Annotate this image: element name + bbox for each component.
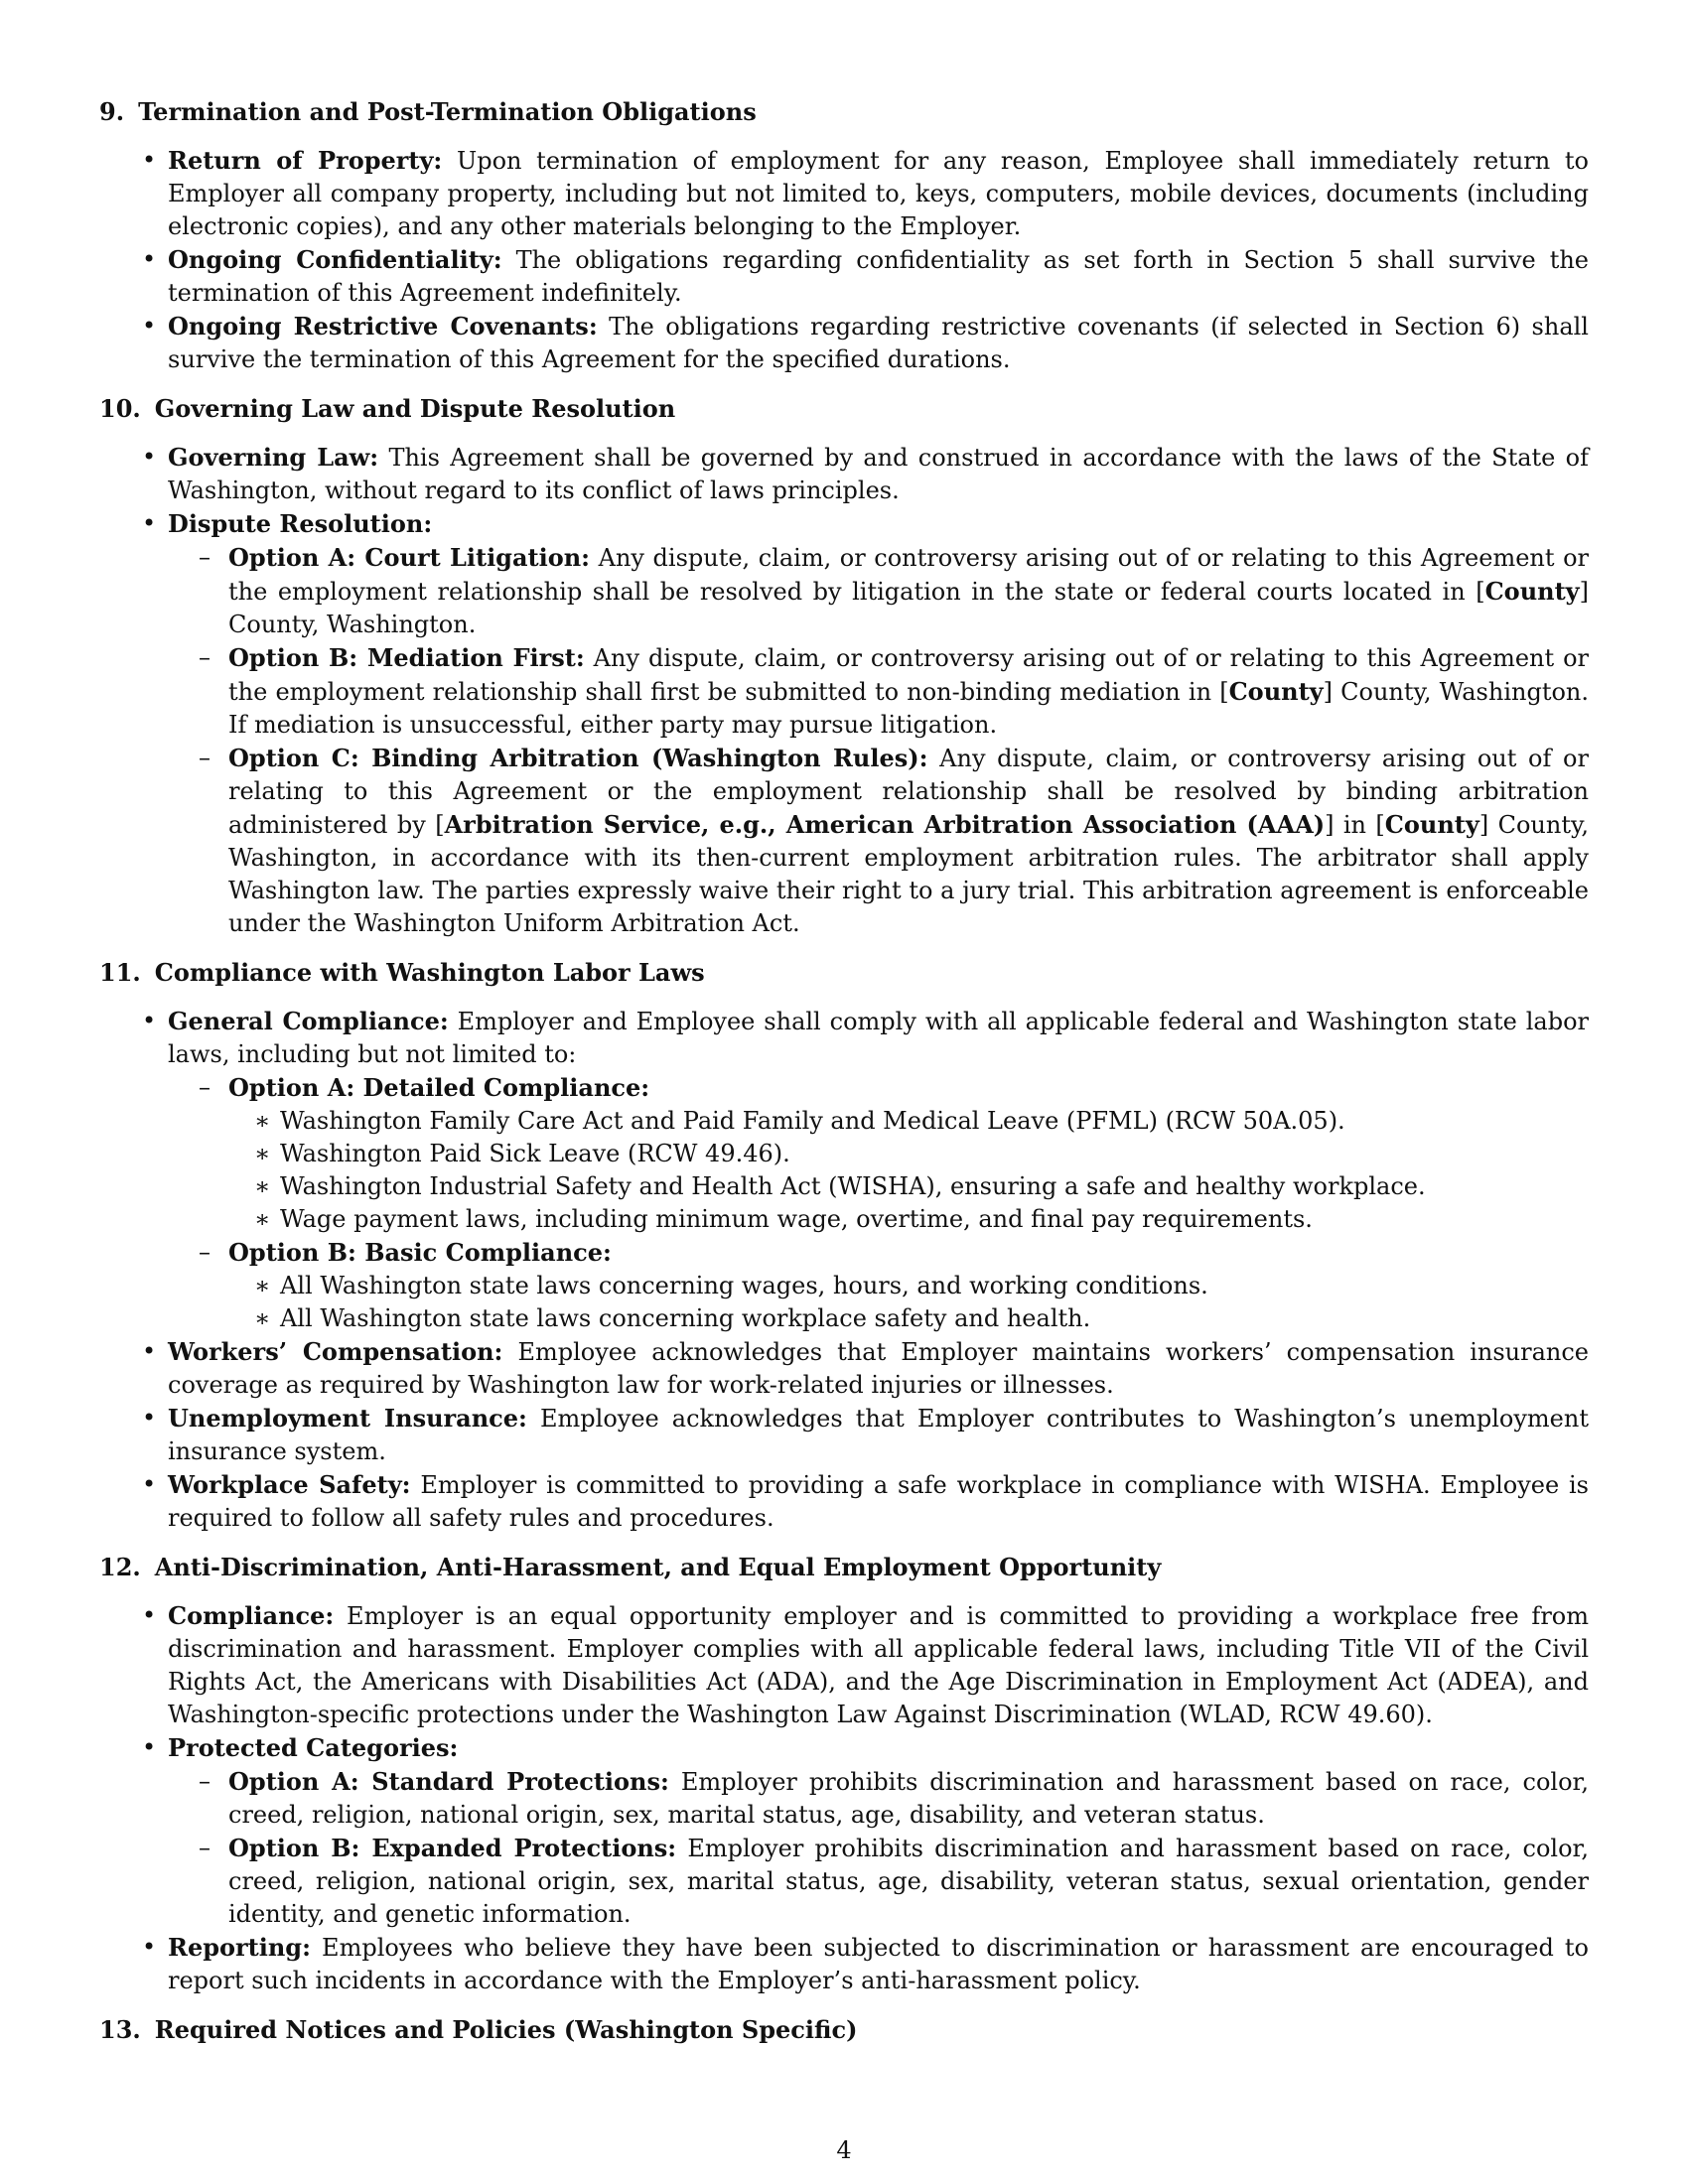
option-text: ] County, Washington, in accordance with its then-current employment arbitration rules. The arbitrator shall apply Washington law. The parties expressly waive their right to a jury trial. This arbitration agreement is enforceable under the Washington Uniform Arbitration Act. xyxy=(228,811,1589,937)
item-text: Employee acknowledges that Employer contributes to Washington’s unemployment insurance system. xyxy=(168,1405,1589,1465)
document-page xyxy=(99,95,1589,2062)
option-text: Employer prohibits discrimination and harassment based on race, color, creed, religion, national origin, sex, marital status, age, disability, veteran status, sexual orientation, gender identity, and genetic information. xyxy=(228,1835,1589,1928)
bullet-list xyxy=(99,1005,1589,1535)
sub-item: ∗ Washington Industrial Safety and Health Act (WISHA), ensuring a safe and healthy workplace. xyxy=(280,1170,1589,1203)
option-item xyxy=(228,1071,1589,1236)
item-text: Employees who believe they have been subjected to discrimination or harassment are encouraged to report such incidents in accordance with the Employer’s anti-harassment policy. xyxy=(168,1934,1589,1994)
sub-list xyxy=(228,1270,1589,1335)
option-label: Option B: Expanded Protections: xyxy=(228,1834,677,1862)
section-number: 13. xyxy=(99,2015,141,2044)
item-text: Employer and Employee shall comply with all applicable federal and Washington state labor laws, including but not limited to: xyxy=(168,1008,1589,1068)
section-number: 10. xyxy=(99,394,141,423)
section-number: 12. xyxy=(99,1553,141,1581)
list-item xyxy=(168,441,1589,507)
list-item xyxy=(168,243,1589,310)
bullet-list xyxy=(99,1599,1589,1997)
section-heading xyxy=(99,392,1589,425)
section-10 xyxy=(99,392,1589,940)
list-item xyxy=(168,144,1589,243)
bullet-list xyxy=(99,144,1589,376)
sub-item: ∗ Washington Family Care Act and Paid Family and Medical Leave (PFML) (RCW 50A.05). xyxy=(280,1105,1589,1138)
option-item xyxy=(228,1832,1589,1931)
placeholder-county: County xyxy=(1228,677,1324,706)
sub-item: ∗ All Washington state laws concerning wages, hours, and working conditions. xyxy=(280,1270,1589,1302)
option-label: Option B: Basic Compliance: xyxy=(228,1238,612,1267)
section-title: Anti-Discrimination, Anti-Harassment, and Equal Employment Opportunity xyxy=(154,1553,1162,1581)
list-item xyxy=(168,1599,1589,1731)
section-number: 11. xyxy=(99,958,141,987)
option-list xyxy=(168,1765,1589,1931)
item-label: Compliance: xyxy=(168,1601,335,1630)
sub-list xyxy=(228,1105,1589,1236)
option-text: ] County, Washington. xyxy=(228,578,1589,638)
item-text: Employee acknowledges that Employer maintains workers’ compensation insurance coverage as required by Washington law for work-related injuries or illnesses. xyxy=(168,1338,1589,1399)
section-title: Termination and Post-Termination Obligations xyxy=(138,97,757,126)
page-number: 4 xyxy=(836,2136,852,2164)
list-item xyxy=(168,1335,1589,1402)
option-label: Option B: Mediation First: xyxy=(228,643,585,672)
option-label: Option A: Court Litigation: xyxy=(228,543,591,572)
section-12 xyxy=(99,1551,1589,1997)
list-item xyxy=(168,1468,1589,1535)
item-label: Workplace Safety: xyxy=(168,1470,411,1499)
item-label: Protected Categories: xyxy=(168,1733,459,1762)
section-heading xyxy=(99,1551,1589,1583)
section-heading xyxy=(99,2013,1589,2046)
item-label: Dispute Resolution: xyxy=(168,509,433,538)
option-list xyxy=(168,1071,1589,1335)
option-text: ] County, Washington. If mediation is unsuccessful, either party may pursue litigation. xyxy=(228,678,1590,739)
option-item xyxy=(228,1236,1589,1335)
option-label: Option A: Standard Protections: xyxy=(228,1767,669,1796)
option-label: Option C: Binding Arbitration (Washington Rules): xyxy=(228,744,928,772)
option-item xyxy=(228,742,1589,940)
item-label: Unemployment Insurance: xyxy=(168,1404,527,1433)
option-text: Any dispute, claim, or controversy arising out of or relating to this Agreement or the employment relationship shall first be submitted to non-binding mediation in [ xyxy=(228,644,1590,706)
item-label: Governing Law: xyxy=(168,443,379,472)
item-text: This Agreement shall be governed by and construed in accordance with the laws of the State of Washington, without regard to its conflict of laws principles. xyxy=(168,444,1589,504)
placeholder-arbitration-service: Arbitration Service, e.g., American Arbitration Association (AAA) xyxy=(444,810,1326,839)
list-item xyxy=(168,507,1589,940)
item-label: Ongoing Restrictive Covenants: xyxy=(168,312,598,341)
section-number: 9. xyxy=(99,97,125,126)
option-list xyxy=(168,541,1589,940)
section-heading xyxy=(99,956,1589,989)
item-text: The obligations regarding restrictive covenants (if selected in Section 6) shall survive the termination of this Agreement for the specified durations. xyxy=(168,313,1589,373)
section-13 xyxy=(99,2013,1589,2046)
item-label: Ongoing Confidentiality: xyxy=(168,245,502,274)
list-item xyxy=(168,1005,1589,1335)
item-text: Employer is committed to providing a safe workplace in compliance with WISHA. Employee is required to follow all safety rules and procedures. xyxy=(168,1471,1589,1532)
item-text: Upon termination of employment for any reason, Employee shall immediately return to Employer all company property, including but not limited to, keys, computers, mobile devices, documents (including electronic copies), and any other materials belonging to the Employer. xyxy=(168,147,1589,240)
section-title: Required Notices and Policies (Washington Specific) xyxy=(154,2015,858,2044)
bullet-list xyxy=(99,441,1589,940)
item-label: Reporting: xyxy=(168,1933,311,1962)
section-9 xyxy=(99,95,1589,376)
option-text: Any dispute, claim, or controversy arising out of or relating to this Agreement or the employment relationship shall be resolved by binding arbitration administered by [ xyxy=(228,745,1589,839)
sub-item: ∗ All Washington state laws concerning workplace safety and health. xyxy=(280,1302,1589,1335)
item-label: Return of Property: xyxy=(168,146,443,175)
option-text: Any dispute, claim, or controversy arising out of or relating to this Agreement or the employment relationship shall be resolved by litigation in the state or federal courts located in [ xyxy=(228,544,1590,606)
option-item xyxy=(228,641,1589,742)
placeholder-county: County xyxy=(1484,577,1580,606)
item-text: The obligations regarding confidentiality as set forth in Section 5 shall survive the termination of this Agreement indefinitely. xyxy=(168,246,1589,307)
section-title: Compliance with Washington Labor Laws xyxy=(154,958,705,987)
item-text: Employer is an equal opportunity employer and is committed to providing a workplace free from discrimination and harassment. Employer complies with all applicable federal laws, including Title VII of the Civil Rights Act, the Americans with Disabilities Act (ADA), and the Age Discrimination in Employment Act (ADEA), and Washington-specific protections under the Washington Law Against Discrimination (WLAD, RCW 49.60). xyxy=(168,1602,1589,1728)
list-item xyxy=(168,310,1589,376)
item-label: General Compliance: xyxy=(168,1007,449,1035)
placeholder-county: County xyxy=(1384,810,1479,839)
option-label: Option A: Detailed Compliance: xyxy=(228,1073,650,1102)
option-text: ] in [ xyxy=(1325,811,1385,839)
section-title: Governing Law and Dispute Resolution xyxy=(154,394,676,423)
list-item xyxy=(168,1731,1589,1931)
list-item xyxy=(168,1402,1589,1468)
sub-item: ∗ Wage payment laws, including minimum wage, overtime, and final pay requirements. xyxy=(280,1203,1589,1236)
list-item xyxy=(168,1931,1589,1997)
option-text: Employer prohibits discrimination and harassment based on race, color, creed, religion, national origin, sex, marital status, age, disability, and veteran status. xyxy=(228,1768,1589,1829)
section-11 xyxy=(99,956,1589,1535)
section-heading xyxy=(99,95,1589,128)
sub-item: ∗ Washington Paid Sick Leave (RCW 49.46). xyxy=(280,1138,1589,1170)
item-label: Workers’ Compensation: xyxy=(168,1337,503,1366)
option-item xyxy=(228,541,1589,641)
option-item xyxy=(228,1765,1589,1832)
